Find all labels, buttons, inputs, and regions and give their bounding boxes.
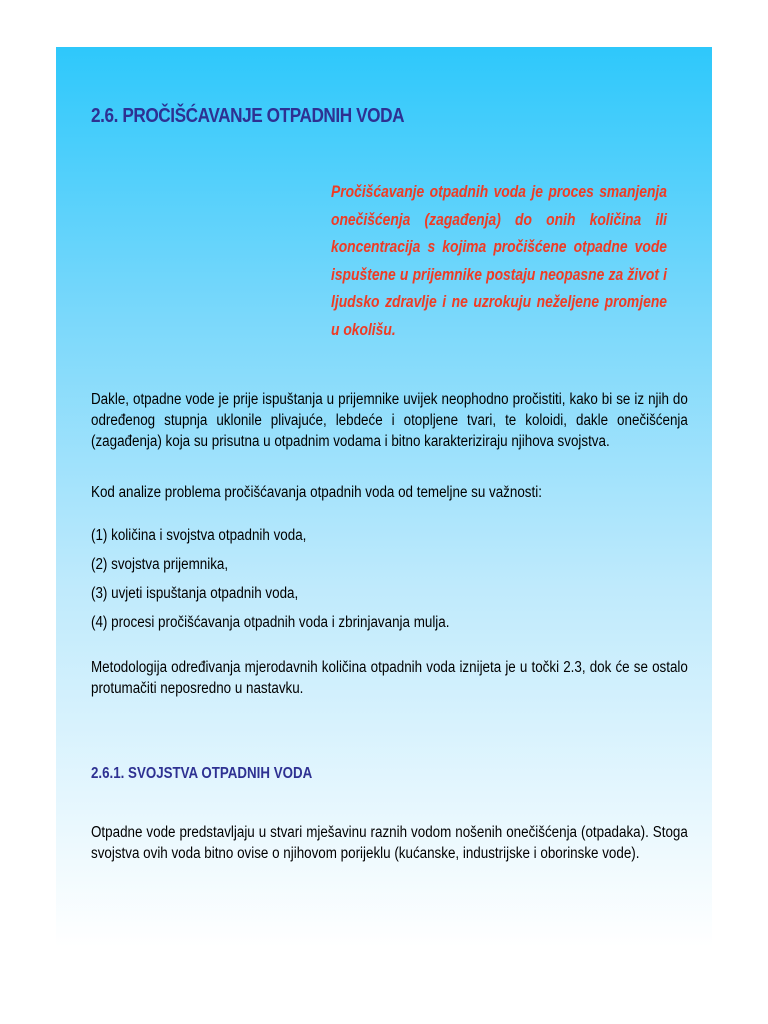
list-item: (2) svojstva prijemnika,	[91, 556, 229, 573]
importance-list	[91, 525, 688, 641]
list-item: (3) uvjeti ispuštanja otpadnih voda,	[91, 585, 299, 602]
list-item: (4) procesi pročišćavanja otpadnih voda i zbrinjavanja mulja.	[91, 614, 450, 631]
subsection-title: 2.6.1. SVOJSTVA OTPADNIH VODA	[91, 765, 313, 782]
section-title: 2.6. PROČIŠĆAVANJE OTPADNIH VODA	[91, 105, 405, 127]
document-page	[56, 47, 712, 947]
paragraph-2: Kod analize problema pročišćavanja otpadnih voda od temeljne su važnosti:	[91, 484, 542, 501]
intro-definition: Pročišćavanje otpadnih voda je proces smanjenja onečišćenja (zagađenja) do onih količina ili koncentracija s kojima pročišćene otpadne vode ispuštene u prijemnike postaju neopasne za život i ljudsko zdravlje i ne uzrokuju neželjene promjene u okolišu.	[331, 183, 667, 339]
list-item: (1) količina i svojstva otpadnih voda,	[91, 527, 307, 544]
paragraph-3: Metodologija određivanja mjerodavnih količina otpadnih voda iznijeta je u točki 2.3, dok će se ostalo protumačiti neposredno u nastavku.	[91, 659, 688, 697]
paragraph-1: Dakle, otpadne vode je prije ispuštanja u prijemnike uvijek neophodno pročistiti, kako bi se iz njih do određenog stupnja uklonile plivajuće, lebdeće i otopljene tvari, te koloidi, dakle onečišćenja (zagađenja) koja su prisutna u otpadnim vodama i bitno karakteriziraju njihova svojstva.	[91, 391, 688, 450]
subsection-paragraph: Otpadne vode predstavljaju u stvari mješavinu raznih vodom nošenih onečišćenja (otpadaka). Stoga svojstva ovih voda bitno ovise o njihovom porijeklu (kućanske, industrijske i oborinske vode).	[91, 824, 688, 862]
